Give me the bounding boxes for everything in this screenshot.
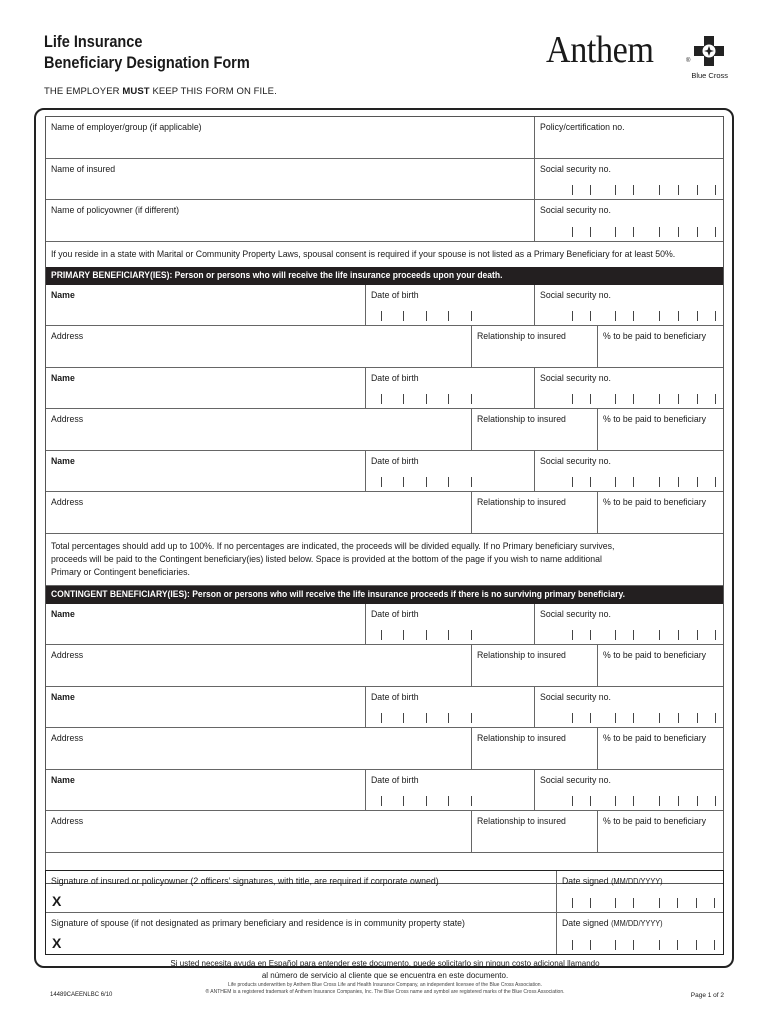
beneficiary-name-field[interactable]: Name — [51, 455, 75, 467]
spouse-signature-field[interactable]: Signature of spouse (if not designated as primary beneficiary and residence is in community property state) X — [51, 917, 465, 951]
insured-signature-field[interactable]: Signature of insured or policyowner (2 officers’ signatures, with title, are required if corporate owned) X — [51, 876, 439, 909]
signature-section — [45, 870, 724, 955]
ssn-ticks — [535, 475, 723, 487]
beneficiary-name-field[interactable]: Name — [51, 774, 75, 786]
policy-number-field[interactable]: Policy/certification no. — [534, 117, 723, 158]
beneficiary-address-row — [46, 326, 723, 368]
insured-name-field[interactable]: Name of insured — [51, 163, 116, 175]
beneficiary-dob-field[interactable]: Date of birth — [365, 770, 534, 811]
ssn-ticks — [535, 711, 723, 723]
title-line-1: Life Insurance — [44, 33, 143, 51]
date-ticks — [557, 896, 723, 908]
signature-x-mark: X — [52, 934, 62, 951]
spouse-signature-row — [46, 913, 723, 955]
employer-field[interactable]: Name of employer/group (if applicable) — [51, 122, 202, 133]
total-percentage-notice: Total percentages should add up to 100%. If no percentages are indicated, the proceeds will be divided equally. If no Primary beneficiary survives, proceeds will be paid to the Contingent beneficiary(ies) listed below. Space is provided at the bottom of the page if you wish to name additional Primary or Contingent beneficiaries. — [46, 534, 723, 586]
beneficiary-name-row — [46, 604, 723, 646]
ssn-ticks — [535, 628, 723, 640]
ssn-ticks — [535, 225, 723, 237]
beneficiary-address-field[interactable]: Address — [51, 733, 84, 744]
insured-ssn-field[interactable]: Social security no. — [534, 159, 723, 200]
beneficiary-percent-field[interactable]: % to be paid to beneficiary — [597, 645, 723, 686]
community-property-notice: If you reside in a state with Marital or Community Property Laws, spousal consent is required if your spouse is not listed as a Primary Beneficiary for at least 50%. — [51, 248, 676, 260]
dob-ticks — [366, 628, 534, 640]
beneficiary-relationship-field[interactable]: Relationship to insured — [471, 728, 597, 769]
beneficiary-address-field[interactable]: Address — [51, 816, 84, 827]
ssn-ticks — [535, 794, 723, 806]
contingent-beneficiary-banner: CONTINGENT BENEFICIARY(IES): Person or persons who will receive the life insurance proceeds if there is no surviving primary beneficiary. — [46, 586, 723, 604]
policyowner-row — [46, 200, 723, 242]
date-ticks — [557, 938, 723, 950]
logo-subtitle: Blue Cross — [691, 71, 728, 80]
beneficiary-form — [45, 116, 724, 884]
dob-ticks — [366, 711, 534, 723]
ssn-ticks — [535, 392, 723, 404]
beneficiary-name-row — [46, 368, 723, 410]
primary-beneficiary-banner: PRIMARY BENEFICIARY(IES): Person or persons who will receive the life insurance proceeds upon your death. — [46, 267, 723, 285]
beneficiary-relationship-field[interactable]: Relationship to insured — [471, 326, 597, 367]
form-code: 14489CAEENLBC 6/10 — [50, 992, 113, 998]
beneficiary-dob-field[interactable]: Date of birth — [365, 604, 534, 645]
beneficiary-name-field[interactable]: Name — [51, 372, 75, 384]
dob-ticks — [366, 794, 534, 806]
beneficiary-name-field[interactable]: Name — [51, 691, 75, 703]
legal-fine-print: Life products underwritten by Anthem Blue Cross Life and Health Insurance Company, an independent licensee of the Blue Cross Association. ® ANTHEM is a registered trademark of Anthem Insurance Companies, Inc. The Blue Cross name and symbol are registered marks of the Blue Cross Association. — [205, 982, 565, 995]
beneficiary-address-row — [46, 409, 723, 451]
beneficiary-name-row — [46, 687, 723, 729]
ssn-ticks — [535, 183, 723, 195]
beneficiary-address-row — [46, 811, 723, 853]
beneficiary-address-field[interactable]: Address — [51, 414, 84, 425]
policyowner-ssn-field[interactable]: Social security no. — [534, 200, 723, 241]
spouse-date-field[interactable]: Date signed (MM/DD/YYYY) — [556, 913, 723, 955]
beneficiary-relationship-field[interactable]: Relationship to insured — [471, 811, 597, 852]
beneficiary-relationship-field[interactable]: Relationship to insured — [471, 492, 597, 533]
beneficiary-percent-field[interactable]: % to be paid to beneficiary — [597, 326, 723, 367]
blue-cross-logo-icon — [694, 36, 724, 66]
spanish-assistance-notice: Si usted necesita ayuda en Español para entender este documento, puede solicitarlo sin ningun costo adicional llamando al número de servicio al cliente que se encuentra en este documento. — [170, 959, 600, 980]
beneficiary-address-row — [46, 728, 723, 770]
contingent-beneficiaries — [46, 604, 723, 853]
employer-row — [46, 117, 723, 159]
beneficiary-ssn-field[interactable]: Social security no. — [534, 604, 723, 645]
beneficiary-percent-field[interactable]: % to be paid to beneficiary — [597, 409, 723, 450]
primary-beneficiaries — [46, 285, 723, 534]
beneficiary-percent-field[interactable]: % to be paid to beneficiary — [597, 811, 723, 852]
beneficiary-name-field[interactable]: Name — [51, 608, 75, 620]
ssn-ticks — [535, 309, 723, 321]
beneficiary-ssn-field[interactable]: Social security no. — [534, 285, 723, 326]
title-line-2: Beneficiary Designation Form — [44, 54, 250, 72]
beneficiary-relationship-field[interactable]: Relationship to insured — [471, 645, 597, 686]
beneficiary-dob-field[interactable]: Date of birth — [365, 451, 534, 492]
employer-instruction: THE EMPLOYER MUST KEEP THIS FORM ON FILE. — [44, 86, 277, 97]
beneficiary-name-row — [46, 770, 723, 812]
dob-ticks — [366, 392, 534, 404]
beneficiary-address-field[interactable]: Address — [51, 650, 84, 661]
insured-date-field[interactable]: Date signed (MM/DD/YYYY) — [556, 871, 723, 912]
beneficiary-dob-field[interactable]: Date of birth — [365, 368, 534, 409]
beneficiary-dob-field[interactable]: Date of birth — [365, 285, 534, 326]
logo-registered: ® — [686, 58, 691, 64]
beneficiary-ssn-field[interactable]: Social security no. — [534, 770, 723, 811]
signature-x-mark: X — [52, 893, 62, 909]
anthem-logo — [546, 30, 732, 82]
beneficiary-relationship-field[interactable]: Relationship to insured — [471, 409, 597, 450]
logo-wordmark: Anthem — [546, 29, 654, 71]
policyowner-name-field[interactable]: Name of policyowner (if different) — [51, 205, 180, 216]
beneficiary-percent-field[interactable]: % to be paid to beneficiary — [597, 728, 723, 769]
form-title — [44, 32, 250, 74]
beneficiary-name-row — [46, 285, 723, 327]
beneficiary-address-row — [46, 645, 723, 687]
dob-ticks — [366, 475, 534, 487]
page-number: Page 1 of 2 — [690, 992, 724, 999]
beneficiary-name-row — [46, 451, 723, 493]
beneficiary-ssn-field[interactable]: Social security no. — [534, 368, 723, 409]
beneficiary-ssn-field[interactable]: Social security no. — [534, 451, 723, 492]
beneficiary-address-field[interactable]: Address — [51, 497, 84, 508]
beneficiary-percent-field[interactable]: % to be paid to beneficiary — [597, 492, 723, 533]
beneficiary-name-field[interactable]: Name — [51, 289, 75, 301]
beneficiary-ssn-field[interactable]: Social security no. — [534, 687, 723, 728]
beneficiary-address-field[interactable]: Address — [51, 331, 84, 342]
insured-row — [46, 159, 723, 201]
dob-ticks — [366, 309, 534, 321]
insured-signature-row — [46, 871, 723, 913]
beneficiary-address-row — [46, 492, 723, 534]
beneficiary-dob-field[interactable]: Date of birth — [365, 687, 534, 728]
